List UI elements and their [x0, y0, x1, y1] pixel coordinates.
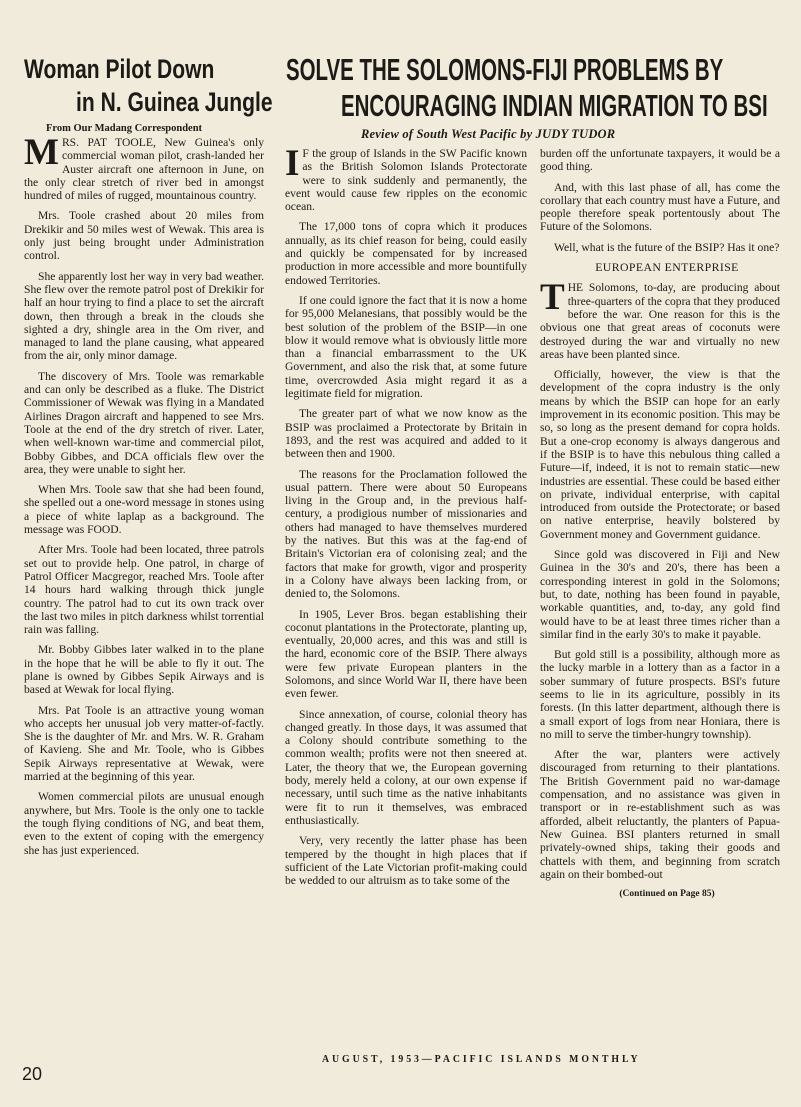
continued-notice: (Continued on Page 85) — [619, 889, 715, 900]
left-headline-line2: in N. Guinea Jungle — [76, 87, 273, 117]
left-article-column — [24, 136, 264, 1008]
article-paragraph: Very, very recently the latter phase has been tempered by the thought in high places that if sufficient of the Late Victorian profit-making could be wedded to our altruism as to take some of the — [285, 834, 527, 888]
footer-masthead: AUGUST, 1953—PACIFIC ISLANDS MONTHLY — [322, 1054, 641, 1065]
left-headline-line1: Woman Pilot Down — [24, 54, 215, 84]
drop-cap: T — [540, 277, 565, 319]
article-paragraph: Since gold was discovered in Fiji and New Guinea in the 30's and 20's, there has been a corresponding interest in gold in the Solomons; but, to date, nothing has been found in payable, workable quantities, and, to-day, any gold find would have to be at least three times richer than a similar find in the early 30's to make it payable. — [540, 548, 780, 641]
article-paragraph: She apparently lost her way in very bad weather. She flew over the remote patrol post of Drekikir for half an hour trying to find a place to set the aircraft down, then through a break in the clouds she sighted a dry, shingle area in the Om river, and managed to land the plane causing, what appeared from the air, only minor damage. — [24, 269, 264, 363]
page-number: 20 — [22, 1064, 43, 1084]
right-headline-line1: SOLVE THE SOLOMONS-FIJI PROBLEMS BY — [286, 52, 724, 87]
right-headline-line2: ENCOURAGING INDIAN MIGRATION TO BSI — [341, 88, 768, 123]
article-paragraph: If one could ignore the fact that it is now a home for 95,000 Melanesians, that possibly would be the best solution of the problem of the BSIP—in one blow it would remove what is obviously little more than a financial embarrassment to the UK Government, and also the risk that, at some future time, overcrowded Asia might regard it as a legitimate field for migration. — [285, 293, 527, 401]
left-byline: From Our Madang Correspondent — [46, 123, 203, 134]
article-paragraph: But gold still is a possibility, although more as the lucky marble in a lottery than as a factor in a sober summary of future prospects. BSI's future seems to lie in its agriculture, possibly in its forests. (In this latter department, although there is a small export of logs from near Honiara, there is no mill to serve the timber-hungry township). — [540, 648, 780, 741]
drop-cap: I — [285, 147, 300, 184]
article-paragraph: Mrs. Pat Toole is an attractive young woman who accepts her unusual job very matter-of-factly. She is the daughter of Mr. and Mrs. W. R. Graham of Kavieng. She and Mr. Toole, who is Gibbes Sepik Airways representative at Wewak, were married at the beginning of this year. — [24, 703, 264, 784]
article-paragraph: After the war, planters were actively discouraged from returning to their plantations. The British Government paid no war-damage compensation, and no assistance was given in transport or in re-establishment such as was afforded, albeit reluctantly, the planters of Papua-New Guinea. BSI planters returned in small privately-owned ships, taking their goods and chattels with them, and beginning from scratch again on their bombed-out — [540, 748, 780, 881]
article-paragraph: Mr. Bobby Gibbes later walked in to the plane in the hope that he will be able to fly it out. The plane is owned by Gibbes Sepik Airways and is based at Wewak for local flying. — [24, 643, 264, 697]
article-paragraph: burden off the unfortunate taxpayers, it would be a good thing. — [540, 147, 780, 174]
article-paragraph: Since annexation, of course, colonial theory has changed greatly. In those days, it was assumed that a Colony should contribute something to the common wealth; profits were not then sneered at. Later, the theory that we, the European governing body, merely held a colony, at our own expense if necessary, until such time as the native inhabitants were fit to run it themselves, was embraced enthusiastically. — [285, 707, 527, 827]
article-paragraph: The 17,000 tons of copra which it produces annually, as its chief reason for being, could easily and quickly be compensated for by increased production in more accessible and more bountifully endowed Territories. — [285, 220, 527, 287]
right-article-column-1 — [285, 147, 527, 1027]
article-paragraph: The reasons for the Proclamation followed the usual pattern. There were about 50 Europeans living in the Group and, in the previous half-century, a prodigious number of missionaries and others had managed to have themselves murdered by the natives. But this was at the fag-end of Britain's Victorian era of colonising zeal; and the factors that make for growth, vigor and prosperity in a Colony have always been lacking from, or denied to, the Solomons. — [285, 467, 527, 601]
article-paragraph: MRS. PAT TOOLE, New Guinea's only commercial woman pilot, crash-landed her Auster aircraft one afternoon in June, on the only clear stretch of river bed in amongst hundred of miles of rugged, mountainous country. — [24, 136, 264, 203]
article-paragraph: The greater part of what we now know as the BSIP was proclaimed a Protectorate by Britain in 1893, and the rest was acquired and added to it between then and 1900. — [285, 407, 527, 461]
article-paragraph: When Mrs. Toole saw that she had been found, she spelled out a one-word message in stones using a piece of white laplap as a background. The message was FOOD. — [24, 483, 264, 537]
article-paragraph: Officially, however, the view is that the development of the copra industry is the only means by which the BSIP can hope for an early improvement in its economic position. This may be so, so long as the present demand for copra holds. But a one-crop economy is always dangerous and if the BSIP is to have this nebulous thing called a Future—if, indeed, it is not to remain static—new industries are essential. These could be based either on private, individual enterprise, with capital introduced from outside the Protectorate; or based on native enterprise, heavily bolstered by Government money and Government guidance. — [540, 368, 780, 541]
section-subhead: EUROPEAN ENTERPRISE — [595, 260, 739, 275]
right-article-column-2 — [540, 147, 780, 1007]
article-paragraph: The discovery of Mrs. Toole was remarkable and can only be described as a fluke. The District Commissioner of Wewak was flying in a Mandated Airlines Dragon aircraft and happened to see Mrs. Toole at the end of the dry stretch of river. Later, when well-known war-time and commercial pilot, Bobby Gibbes, and DCA officials flew over the area, they were unable to sight her. — [24, 369, 264, 476]
article-paragraph: THE Solomons, to-day, are producing about three-quarters of the copra that they produced before the war. One reason for this is the obvious one that great areas of coconuts were destroyed during the war and virtually no new areas have been planted since. — [540, 277, 780, 361]
article-paragraph: In 1905, Lever Bros. began establishing their coconut plantations in the Protectorate, planting up, eventually, 20,000 acres, and this was and still is the hard, economic core of the BSIP. There always were few private European planters in the Solomons, and since World War II, there have been even fewer. — [285, 607, 527, 701]
article-paragraph: Mrs. Toole crashed about 20 miles from Drekikir and 50 miles west of Wewak. This area is only just being brought under Administration control. — [24, 209, 264, 263]
article-paragraph: I F the group of Islands in the SW Pacific known as the British Solomon Islands Protectorate were to sink suddenly and permanently, the event would cause few ripples on the economic ocean. — [285, 147, 527, 214]
article-paragraph: And, with this last phase of all, has come the corollary that each country must have a Future, and people therefore speak portentously about The Future of the Solomons. — [540, 180, 780, 234]
article-paragraph: Women commercial pilots are unusual enough anywhere, but Mrs. Toole is the only one to tackle the tough flying conditions of NG, and beat them, even to the extent of coping with the emergency she has just experienced. — [24, 790, 264, 857]
article-paragraph: Well, what is the future of the BSIP? Has it one? — [554, 240, 780, 254]
right-byline: Review of South West Pacific by JUDY TUDOR — [361, 127, 616, 141]
drop-cap: M — [24, 136, 59, 173]
article-paragraph: After Mrs. Toole had been located, three patrols set out to provide help. One patrol, in charge of Patrol Officer Macgregor, reached Mrs. Toole after 14 hours hard walking through thick jungle country. The patrol had to cut its own track over the last two miles in pitch darkness whilst torrential rain was falling. — [24, 543, 264, 637]
